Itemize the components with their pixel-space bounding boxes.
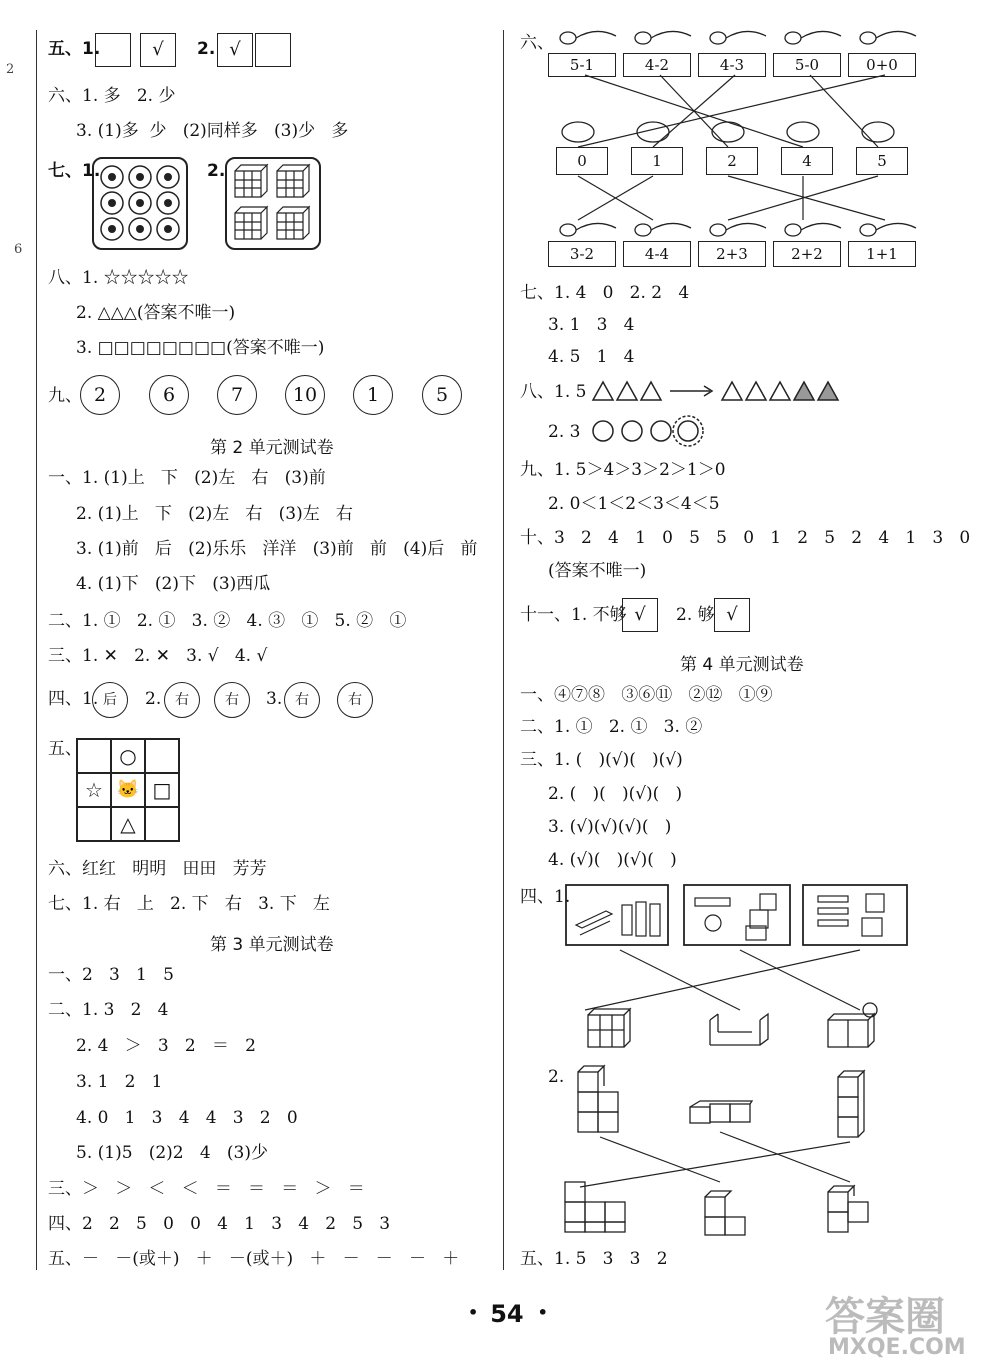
unit2-line: 一、1. (1)上 下 (2)左 右 (3)前 — [48, 468, 326, 488]
right-line: (答案不唯一) — [548, 561, 647, 581]
right-line: 2. 0＜1＜2＜3＜4＜5 — [548, 494, 720, 514]
tadpole-box: 4-2 — [623, 53, 691, 77]
unit2-q4-label: 四、1. — [48, 689, 99, 709]
unit4-q4-label: 四、1. — [520, 887, 571, 907]
unit2-line: 二、1. ① 2. ① 3. ② 4. ③ ① 5. ② ① — [48, 611, 407, 631]
unit2-line: 4. (1)下 (2)下 (3)西瓜 — [76, 574, 271, 594]
number-circle: 1 — [353, 375, 393, 415]
tadpole-box: 5-0 — [773, 53, 841, 77]
grid-cell: △ — [111, 807, 145, 841]
tadpole-box: 0+0 — [848, 53, 916, 77]
unit3-line: 二、1. 3 2 4 — [48, 1000, 169, 1020]
tadpole-box: 4-4 — [623, 241, 691, 267]
number-circle: 7 — [217, 375, 257, 415]
number-circle: 2 — [80, 375, 120, 415]
answer-8-line2: 2. △△△(答案不唯一) — [76, 303, 236, 323]
right-11-a: 十一、1. 不够 — [520, 605, 627, 625]
right-line: 七、1. 4 0 2. 2 4 — [520, 283, 690, 303]
unit2-line: 3. (1)前 后 (2)乐乐 洋洋 (3)前 前 (4)后 前 — [76, 539, 478, 559]
answer-box-check: √ — [714, 598, 750, 632]
unit4-line: 三、1. ( )(√)( )(√) — [520, 750, 683, 770]
number-circle: 6 — [149, 375, 189, 415]
unit3-title: 第 3 单元测试卷 — [210, 935, 334, 955]
page-dot-left: • — [468, 1303, 479, 1322]
soccer-ball-grid — [92, 157, 188, 250]
answer-6-line2: 3. (1)多 少 (2)同样多 (3)少 多 — [76, 121, 349, 141]
margin-number-2: 2 — [6, 62, 15, 77]
number-circle: 10 — [285, 375, 325, 415]
unit4-line: 二、1. ① 2. ① 3. ② — [520, 717, 703, 737]
unit3-line: 三、＞ ＞ ＜ ＜ ＝ ＝ ＝ ＞ ＝ — [48, 1179, 365, 1199]
grid-cell: ☆ — [77, 773, 111, 807]
unit3-line: 5. (1)5 (2)2 4 (3)少 — [76, 1143, 268, 1163]
answer-7-num2: 2. — [207, 161, 226, 181]
tadpole-box: 1+1 — [848, 241, 916, 267]
grid-cell: 🐱 — [111, 773, 145, 807]
page-number — [468, 1300, 548, 1328]
frog-box: 0 — [556, 147, 608, 175]
triangle-pattern — [590, 378, 850, 404]
frog-box: 4 — [781, 147, 833, 175]
right-line: 九、1. 5＞4＞3＞2＞1＞0 — [520, 460, 726, 480]
unit4-line: 2. ( )( )(√)( ) — [548, 784, 683, 804]
unit2-line: 三、1. ✕ 2. ✕ 3. √ 4. √ — [48, 646, 268, 666]
unit3-line: 2. 4 ＞ 3 2 ＝ 2 — [76, 1036, 256, 1056]
unit2-q5-label: 五、 — [48, 739, 82, 759]
answer-8-line1: 八、1. ☆☆☆☆☆ — [48, 268, 189, 288]
margin-number-6: 6 — [14, 242, 23, 257]
answer-7-label: 七、1. — [48, 161, 101, 181]
left-margin-line — [36, 30, 37, 1270]
page-number-text: 54 — [490, 1300, 524, 1328]
tadpole-box: 2+3 — [698, 241, 766, 267]
direction-circle: 右 — [284, 682, 320, 718]
right-line: 十、3 2 4 1 0 5 5 0 1 2 5 2 4 1 3 0 — [520, 528, 971, 548]
right-11-b: 2. 够 — [676, 605, 715, 625]
unit2-line: 七、1. 右 上 2. 下 右 3. 下 左 — [48, 894, 330, 914]
unit3-line: 一、2 3 1 5 — [48, 965, 174, 985]
answer-box-check-1: √ — [140, 33, 176, 67]
column-divider — [503, 30, 504, 1270]
unit3-line: 4. 0 1 3 4 4 3 2 0 — [76, 1108, 298, 1128]
unit4-line: 一、④⑦⑧ ③⑥⑪ ②⑫ ①⑨ — [520, 685, 773, 705]
answer-5-label: 五、1. — [48, 39, 101, 59]
right-8a-label: 八、1. 5 — [520, 382, 587, 402]
unit3-line: 四、2 2 5 0 0 4 1 3 4 2 5 3 — [48, 1214, 391, 1234]
direction-circle: 后 — [92, 682, 128, 718]
right-6-label: 六、 — [520, 33, 554, 53]
unit2-q4-num2: 2. — [145, 689, 162, 709]
grid-cell — [145, 807, 179, 841]
tadpole-box: 3-2 — [548, 241, 616, 267]
page-dot-right: • — [537, 1303, 548, 1322]
frog-box: 5 — [856, 147, 908, 175]
shapes-matching-1 — [560, 880, 910, 1055]
tadpole-box: 4-3 — [698, 53, 766, 77]
unit3-line: 五、－ －(或＋) ＋ －(或＋) ＋ － － － ＋ — [48, 1249, 460, 1269]
grid-cell — [77, 739, 111, 773]
unit2-line: 六、红红 明明 田田 芳芳 — [48, 859, 267, 879]
answer-box-empty-1 — [95, 33, 131, 67]
shapes-matching-2 — [560, 1062, 890, 1242]
grid-cell — [77, 807, 111, 841]
direction-circle: 右 — [214, 682, 250, 718]
answer-8-line3: 3. □□□□□□□□(答案不唯一) — [76, 338, 325, 358]
answer-9-label: 九、 — [48, 386, 82, 406]
tadpole-box: 2+2 — [773, 241, 841, 267]
grid-cell: □ — [145, 773, 179, 807]
direction-circle: 右 — [164, 682, 200, 718]
grid-cell — [145, 739, 179, 773]
frog-box: 1 — [631, 147, 683, 175]
watermark-url: MXQE.COM — [828, 1335, 966, 1360]
frog-box: 2 — [706, 147, 758, 175]
watermark-logo: 答案圈 — [825, 1294, 945, 1340]
unit4-line: 五、1. 5 3 3 2 — [520, 1249, 668, 1269]
right-line: 4. 5 1 4 — [548, 347, 635, 367]
answer-box-check: √ — [622, 598, 658, 632]
direction-circle: 右 — [337, 682, 373, 718]
unit3-line: 3. 1 2 1 — [76, 1072, 163, 1092]
grid-cell: ○ — [111, 739, 145, 773]
right-8b-label: 2. 3 — [548, 422, 581, 442]
answer-5-num2: 2. — [197, 39, 216, 59]
unit4-line: 3. (√)(√)(√)( ) — [548, 817, 672, 837]
answer-6-line1: 六、1. 多 2. 少 — [48, 86, 176, 106]
number-circle: 5 — [422, 375, 462, 415]
position-grid — [76, 738, 180, 842]
unit4-title: 第 4 单元测试卷 — [680, 655, 804, 675]
answer-box-empty-2 — [255, 33, 291, 67]
tadpole-box: 5-1 — [548, 53, 616, 77]
cube-grid — [225, 157, 321, 250]
unit2-line: 2. (1)上 下 (2)左 右 (3)左 右 — [76, 504, 353, 524]
unit4-q4-2-label: 2. — [548, 1067, 565, 1087]
unit4-line: 4. (√)( )(√)( ) — [548, 850, 677, 870]
circle-pattern — [590, 414, 710, 448]
answer-box-check-2: √ — [217, 33, 253, 67]
unit2-q4-num3: 3. — [266, 689, 283, 709]
right-line: 3. 1 3 4 — [548, 315, 635, 335]
unit2-title: 第 2 单元测试卷 — [210, 438, 334, 458]
